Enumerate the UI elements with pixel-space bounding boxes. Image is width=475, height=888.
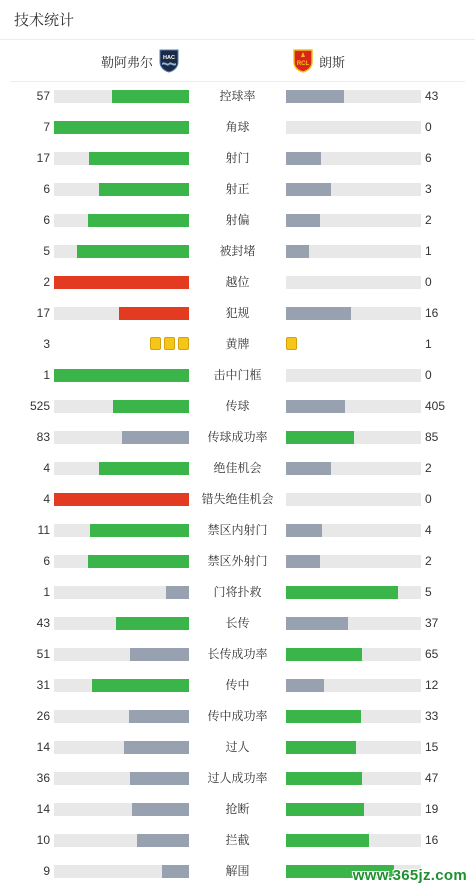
stat-row [0, 174, 475, 205]
home-bar-fill [122, 431, 189, 444]
away-value: 43 [425, 89, 439, 103]
away-value: 0 [425, 368, 432, 382]
stats-header [0, 0, 475, 40]
away-bar-fill [286, 400, 345, 413]
away-bar-track [286, 276, 421, 289]
away-value: 6 [425, 151, 432, 165]
home-bar-track [54, 121, 189, 134]
home-value: 10 [36, 833, 50, 847]
home-bar-fill [54, 121, 189, 134]
home-value: 51 [36, 647, 50, 661]
away-bar-fill [286, 772, 362, 785]
away-bar-fill [286, 834, 369, 847]
watermark: www.365jz.com [352, 867, 467, 884]
home-value: 4 [43, 492, 50, 506]
stat-label: 击中门框 [213, 368, 262, 382]
away-bar-track [286, 772, 421, 785]
home-bar-track [54, 276, 189, 289]
home-value: 6 [43, 213, 50, 227]
away-value: 2 [425, 554, 432, 568]
stat-label: 禁区外射门 [207, 554, 268, 568]
away-value: 16 [425, 833, 439, 847]
stat-row [0, 453, 475, 484]
away-bar-fill [286, 152, 321, 165]
away-bar-track [286, 369, 421, 382]
away-value: 12 [425, 678, 439, 692]
away-bar-fill [286, 524, 322, 537]
home-bar-fill [113, 400, 189, 413]
teams-header [10, 40, 465, 82]
home-bar-track [54, 865, 189, 878]
home-bar-fill [88, 214, 189, 227]
away-bar-track [286, 121, 421, 134]
stat-row [0, 577, 475, 608]
yellow-card-icon [286, 337, 297, 350]
away-bar-track [286, 803, 421, 816]
stat-row [0, 639, 475, 670]
away-value: 0 [425, 275, 432, 289]
home-bar-track [54, 493, 189, 506]
stat-row [0, 670, 475, 701]
home-bar-fill [54, 276, 189, 289]
home-value: 26 [36, 709, 50, 723]
home-bar-track [54, 214, 189, 227]
home-value: 7 [43, 120, 50, 134]
away-bar-track [286, 834, 421, 847]
away-value: 65 [425, 647, 439, 661]
away-bar-fill [286, 648, 362, 661]
le-havre-crest-icon [159, 49, 179, 73]
home-bar-fill [92, 679, 189, 692]
home-bar-track [54, 245, 189, 258]
away-bar-track [286, 555, 421, 568]
stat-label: 绝佳机会 [213, 461, 262, 475]
home-value: 31 [36, 678, 50, 692]
home-bar-fill [124, 741, 189, 754]
stat-row [0, 143, 475, 174]
away-bar-track [286, 741, 421, 754]
home-value: 2 [43, 275, 50, 289]
stat-row [0, 794, 475, 825]
home-bar-track [54, 152, 189, 165]
home-bar-fill [130, 648, 189, 661]
stat-label: 射偏 [225, 213, 250, 227]
away-value: 2 [425, 461, 432, 475]
stat-row [0, 329, 475, 360]
home-bar-fill [77, 245, 189, 258]
home-value: 9 [43, 864, 50, 878]
home-value: 57 [36, 89, 50, 103]
stat-row [0, 236, 475, 267]
away-yellow-cards [286, 337, 297, 351]
stat-row [0, 546, 475, 577]
stat-label: 传球 [225, 399, 250, 413]
away-bar-track [286, 524, 421, 537]
home-value: 43 [36, 616, 50, 630]
stat-label: 传中成功率 [207, 709, 268, 723]
away-bar-track [286, 493, 421, 506]
home-crest-text: HAC [163, 55, 175, 61]
home-bar-track [54, 183, 189, 196]
away-value: 1 [425, 337, 432, 351]
stat-row [0, 298, 475, 329]
away-value: 1 [425, 244, 432, 258]
home-bar-track [54, 555, 189, 568]
away-value: 405 [425, 399, 446, 413]
home-value: 11 [37, 523, 50, 537]
stat-label: 被封堵 [219, 244, 256, 258]
stat-row [0, 732, 475, 763]
stat-label: 抢断 [225, 802, 250, 816]
home-value: 6 [43, 554, 50, 568]
home-value: 525 [29, 399, 50, 413]
home-bar-fill [132, 803, 189, 816]
home-bar-track [54, 834, 189, 847]
away-bar-fill [286, 617, 348, 630]
home-bar-track [54, 772, 189, 785]
away-bar-track [286, 307, 421, 320]
stat-row [0, 112, 475, 143]
away-bar-fill [286, 214, 320, 227]
away-bar-fill [286, 90, 344, 103]
away-bar-track [286, 648, 421, 661]
home-value: 83 [36, 430, 50, 444]
lens-crest-icon [293, 49, 313, 73]
stat-row [0, 484, 475, 515]
home-value: 6 [43, 182, 50, 196]
home-bar-fill [89, 152, 189, 165]
home-bar-track [54, 307, 189, 320]
home-bar-fill [116, 617, 189, 630]
home-value: 14 [36, 802, 50, 816]
stat-row [0, 391, 475, 422]
home-value: 17 [36, 151, 50, 165]
home-bar-track [54, 400, 189, 413]
stat-label: 黄牌 [225, 337, 250, 351]
away-value: 3 [425, 182, 432, 196]
home-bar-fill [99, 462, 189, 475]
away-value: 4 [425, 523, 432, 537]
home-value: 36 [36, 771, 50, 785]
away-value: 5 [425, 585, 432, 599]
away-bar-fill [286, 710, 361, 723]
home-team [101, 40, 179, 82]
home-value: 4 [43, 461, 50, 475]
home-bar-track [54, 462, 189, 475]
away-bar-fill [286, 803, 364, 816]
away-bar-track [286, 183, 421, 196]
home-value: 5 [43, 244, 50, 258]
stat-label: 过人 [225, 740, 250, 754]
stat-label: 射正 [225, 182, 250, 196]
stat-label: 传球成功率 [207, 430, 268, 444]
away-crest-text: RCL [296, 61, 310, 67]
away-bar-fill [286, 586, 398, 599]
away-bar-track [286, 462, 421, 475]
home-bar-track [54, 369, 189, 382]
away-bar-fill [286, 462, 331, 475]
away-value: 0 [425, 120, 432, 134]
stat-row [0, 701, 475, 732]
stat-label: 过人成功率 [207, 771, 268, 785]
home-bar-fill [54, 493, 189, 506]
stat-row [0, 825, 475, 856]
stat-label: 长传 [225, 616, 250, 630]
home-value: 3 [43, 337, 50, 351]
stat-label: 长传成功率 [207, 647, 268, 661]
yellow-card-icon [178, 337, 189, 350]
home-bar-fill [119, 307, 189, 320]
away-bar-track [286, 90, 421, 103]
home-bar-track [54, 90, 189, 103]
away-bar-fill [286, 431, 354, 444]
away-team-name: 朗斯 [319, 54, 346, 70]
stat-row [0, 422, 475, 453]
away-value: 0 [425, 492, 432, 506]
home-bar-track [54, 803, 189, 816]
stat-row [0, 360, 475, 391]
away-value: 15 [425, 740, 439, 754]
home-bar-track [54, 617, 189, 630]
away-bar-fill [286, 183, 331, 196]
stat-label: 错失绝佳机会 [201, 492, 274, 506]
home-value: 1 [43, 368, 50, 382]
home-bar-fill [99, 183, 189, 196]
stat-label: 禁区内射门 [207, 523, 268, 537]
away-bar-track [286, 679, 421, 692]
home-bar-track [54, 741, 189, 754]
away-bar-fill [286, 245, 309, 258]
stat-row [0, 81, 475, 112]
away-bar-fill [286, 679, 324, 692]
stat-row [0, 205, 475, 236]
home-bar-fill [162, 865, 189, 878]
home-value: 14 [36, 740, 50, 754]
away-bar-fill [286, 555, 320, 568]
away-bar-track [286, 245, 421, 258]
home-bar-fill [112, 90, 189, 103]
home-bar-track [54, 586, 189, 599]
home-bar-track [54, 431, 189, 444]
away-value: 85 [425, 430, 439, 444]
home-value: 17 [36, 306, 50, 320]
stat-label: 射门 [225, 151, 250, 165]
home-yellow-cards [150, 337, 189, 351]
home-bar-fill [129, 710, 189, 723]
yellow-card-icon [164, 337, 175, 350]
away-value: 19 [425, 802, 439, 816]
away-bar-track [286, 400, 421, 413]
stat-label: 传中 [225, 678, 250, 692]
home-bar-track [54, 679, 189, 692]
home-bar-fill [88, 555, 189, 568]
stat-row [0, 608, 475, 639]
stat-label: 越位 [225, 275, 250, 289]
away-team [293, 40, 345, 82]
home-value: 1 [43, 585, 50, 599]
away-bar-track [286, 431, 421, 444]
stat-row [0, 515, 475, 546]
home-bar-fill [90, 524, 189, 537]
away-bar-track [286, 617, 421, 630]
away-value: 2 [425, 213, 432, 227]
stat-label: 犯规 [225, 306, 250, 320]
home-bar-fill [137, 834, 189, 847]
home-bar-fill [130, 772, 189, 785]
home-team-name: 勒阿弗尔 [100, 54, 153, 70]
away-value: 33 [425, 709, 439, 723]
stat-label: 角球 [225, 120, 250, 134]
home-bar-track [54, 648, 189, 661]
stats-list [0, 81, 475, 887]
away-value: 47 [425, 771, 439, 785]
stat-label: 解围 [225, 864, 250, 878]
away-bar-fill [286, 307, 351, 320]
yellow-card-icon [150, 337, 161, 350]
away-value: 16 [425, 306, 439, 320]
away-bar-fill [286, 741, 356, 754]
stat-label: 控球率 [219, 89, 256, 103]
away-bar-track [286, 586, 421, 599]
home-bar-track [54, 524, 189, 537]
home-bar-track [54, 710, 189, 723]
home-bar-fill [54, 369, 189, 382]
away-value: 37 [425, 616, 439, 630]
stat-label: 门将扑救 [213, 585, 262, 599]
page-title: 技术统计 [14, 12, 75, 29]
stat-label: 拦截 [225, 833, 250, 847]
home-bar-fill [166, 586, 189, 599]
stat-row [0, 267, 475, 298]
away-bar-track [286, 710, 421, 723]
stat-row [0, 763, 475, 794]
away-bar-track [286, 214, 421, 227]
away-bar-track [286, 152, 421, 165]
